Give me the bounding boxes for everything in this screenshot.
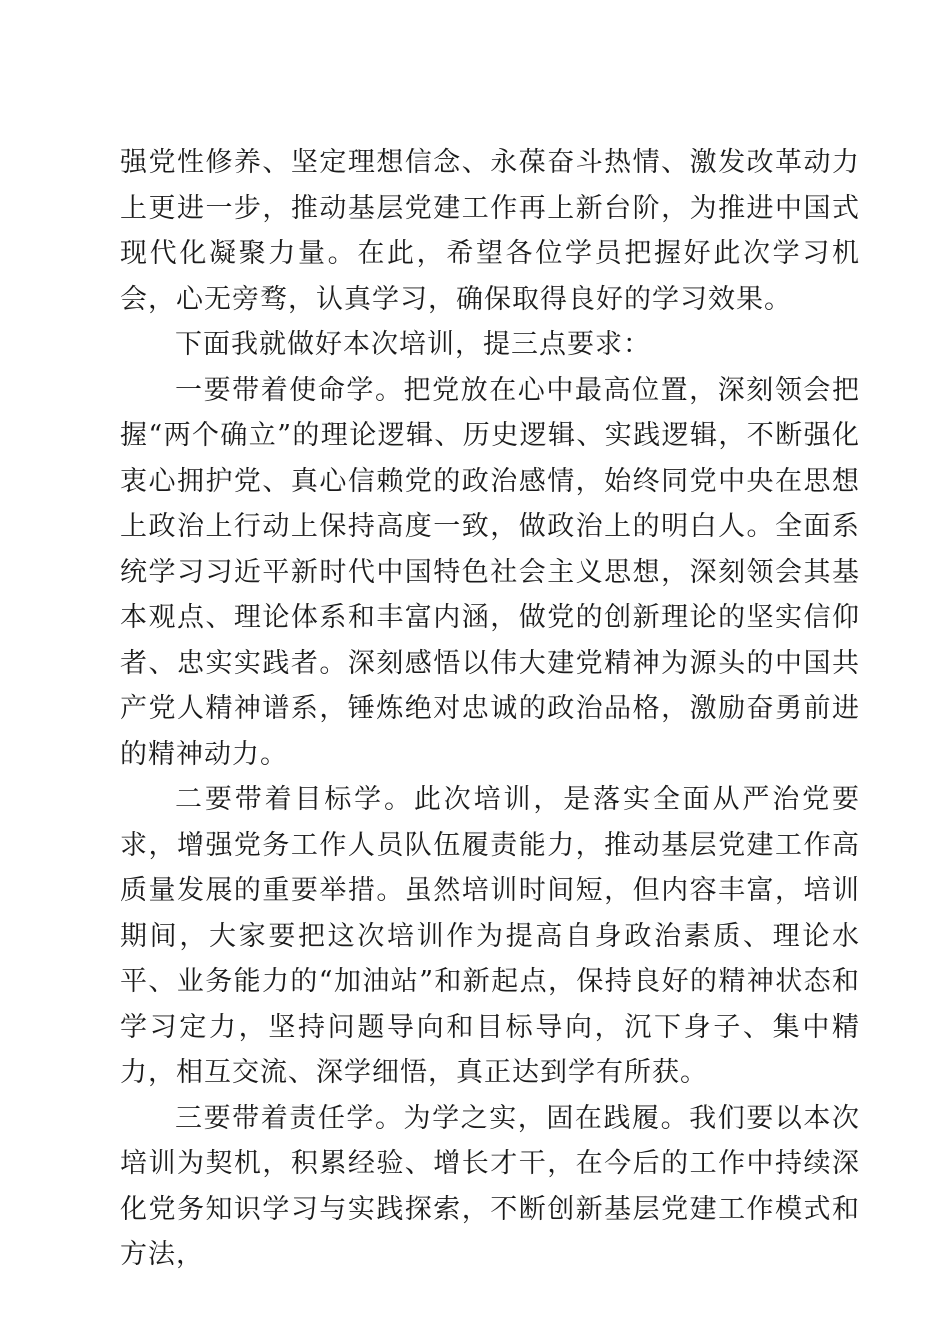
paragraph-intro-requirements: 下面我就做好本次培训，提三点要求：	[175, 329, 651, 360]
paragraph-requirement-three: 三要带着责任学。为学之实，固在践履。我们要以本次培训为契机，积累经验、增长才干，在今后的工作中持续深化党务知识学习与实践探索，不断创新基层党建工作模式和方法，	[120, 1102, 860, 1270]
paragraph-continuation: 强党性修养、坚定理想信念、永葆奋斗热情、激发改革动力上更进一步，推动基层党建工作再上新台阶，为推进中国式现代化凝聚力量。在此，希望各位学员把握好此次学习机会，心无旁骛，认真学习，确保取得良好的学习效果。	[120, 147, 860, 315]
paragraph-requirement-two: 二要带着目标学。此次培训，是落实全面从严治党要求，增强党务工作人员队伍履责能力，推动基层党建工作高质量发展的重要举措。虽然培训时间短，但内容丰富，培训期间，大家要把这次培训作为提高自身政治素质、理论水平、业务能力的“加油站”和新起点，保持良好的精神状态和学习定力，坚持问题导向和目标导向，沉下身子、集中精力，相互交流、深学细悟，真正达到学有所获。	[120, 784, 860, 1088]
paragraph-requirement-one: 一要带着使命学。把党放在心中最高位置，深刻领会把握“两个确立”的理论逻辑、历史逻辑、实践逻辑，不断强化衷心拥护党、真心信赖党的政治感情，始终同党中央在思想上政治上行动上保持高度一致，做政治上的明白人。全面系统学习习近平新时代中国特色社会主义思想，深刻领会其基本观点、理论体系和丰富内涵，做党的创新理论的坚实信仰者、忠实实践者。深刻感悟以伟大建党精神为源头的中国共产党人精神谱系，锤炼绝对忠诚的政治品格，激励奋勇前进的精神动力。	[120, 374, 860, 770]
document-body	[120, 140, 860, 1278]
